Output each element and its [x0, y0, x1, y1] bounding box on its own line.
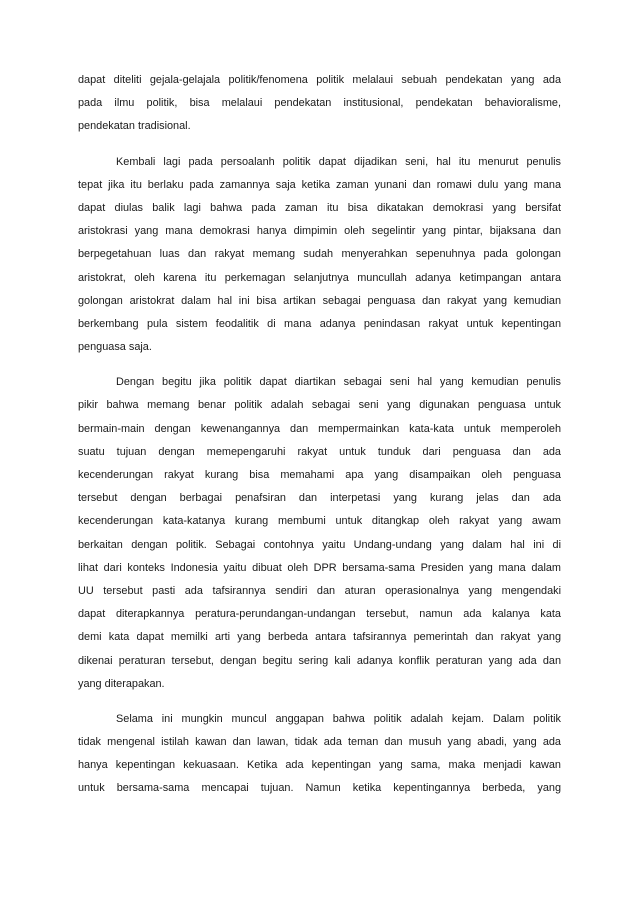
text-line: penguasa saja.	[78, 341, 152, 354]
text-line: aristokrasi yang mana demokrasi hanya dimpimin oleh segelintir yang pintar, bijaksana dan	[78, 225, 561, 238]
text-line: tidak mengenal istilah kawan dan lawan, tidak ada teman dan musuh yang abadi, yang ada	[78, 736, 561, 749]
text-line: pendekatan tradisional.	[78, 120, 191, 133]
text-line: tepat jika itu berlaku pada zamannya saja ketika zaman yunani dan romawi dulu yang mana	[78, 178, 561, 191]
text-line: lihat dari konteks Indonesia yaitu dibuat oleh DPR bersama-sama Presiden yang mana dalam	[78, 561, 561, 574]
text-line: dikenai peraturan tersebut, dengan begitu sering kali adanya konflik peraturan yang ada dan	[78, 654, 561, 667]
text-line: untuk bersama-sama mencapai tujuan. Namun ketika kepentingannya berbeda, yang	[78, 782, 561, 795]
text-line: hanya kepentingan kekuasaan. Ketika ada kepentingan yang sama, maka menjadi kawan	[78, 759, 561, 772]
text-line: pikir bahwa memang benar politik adalah sebagai seni yang digunakan penguasa untuk	[78, 399, 561, 412]
text-line: dapat diulas balik lagi bahwa pada zaman itu bisa dikatakan demokrasi yang bersifat	[78, 201, 561, 214]
paragraph	[78, 69, 561, 139]
text-line: UU tersebut pasti ada tafsirannya sendiri dan aturan operasionalnya yang mengendaki	[78, 584, 561, 597]
paragraph	[78, 371, 561, 696]
text-line: tersebut dengan berbagai penafsiran dan interpetasi yang kurang jelas dan ada	[78, 492, 561, 505]
text-line: bermain-main dengan kewenangannya dan mempermainkan kata-kata untuk memperoleh	[78, 422, 561, 435]
text-line: berpegetahuan luas dan rakyat memang sudah menyerahkan sepenuhnya pada golongan	[78, 248, 561, 261]
text-line: aristokrat, oleh karena itu perkemagan selanjutnya muncullah adanya ketimpangan antara	[78, 271, 561, 284]
text-line: Kembali lagi pada persoalanh politik dapat dijadikan seni, hal itu menurut penulis	[116, 155, 561, 168]
text-line: dapat diterapkannya peratura-perundangan-undangan tersebut, namun ada kalanya kata	[78, 608, 561, 621]
text-line: pada ilmu politik, bisa melalaui pendekatan institusional, pendekatan behavioralisme,	[78, 97, 561, 110]
text-line: Dengan begitu jika politik dapat diartikan sebagai seni hal yang kemudian penulis	[116, 376, 561, 389]
text-line: Selama ini mungkin muncul anggapan bahwa politik adalah kejam. Dalam politik	[116, 712, 561, 725]
text-line: dapat diteliti gejala-gelajala politik/fenomena politik melalaui sebuah pendekatan yang ada	[78, 74, 561, 86]
text-line: kecenderungan kata-katanya kurang membumi untuk ditangkap oleh rakyat yang awam	[78, 515, 561, 528]
text-line: yang diterapakan.	[78, 677, 165, 690]
text-line: berkembang pula sistem feodalitik di mana adanya penindasan rakyat untuk kepentingan	[78, 317, 561, 330]
text-line: berkaitan dengan politik. Sebagai contohnya yaitu Undang-undang yang dalam hal ini di	[78, 538, 561, 551]
text-line: kecenderungan rakyat kurang bisa memahami apa yang disampaikan oleh penguasa	[78, 469, 561, 481]
text-line: suatu tujuan dengan memepengaruhi rakyat untuk tunduk dari penguasa dan ada	[78, 445, 561, 458]
body-text	[78, 69, 561, 813]
text-line: golongan aristokrat dalam hal ini bisa artikan sebagai penguasa dan rakyat yang kemudian	[78, 294, 561, 307]
text-line: demi kata dapat memilki arti yang berbeda antara tafsirannya pemerintah dan rakyat yang	[78, 631, 561, 644]
paragraph	[78, 708, 561, 801]
paragraph	[78, 151, 561, 360]
